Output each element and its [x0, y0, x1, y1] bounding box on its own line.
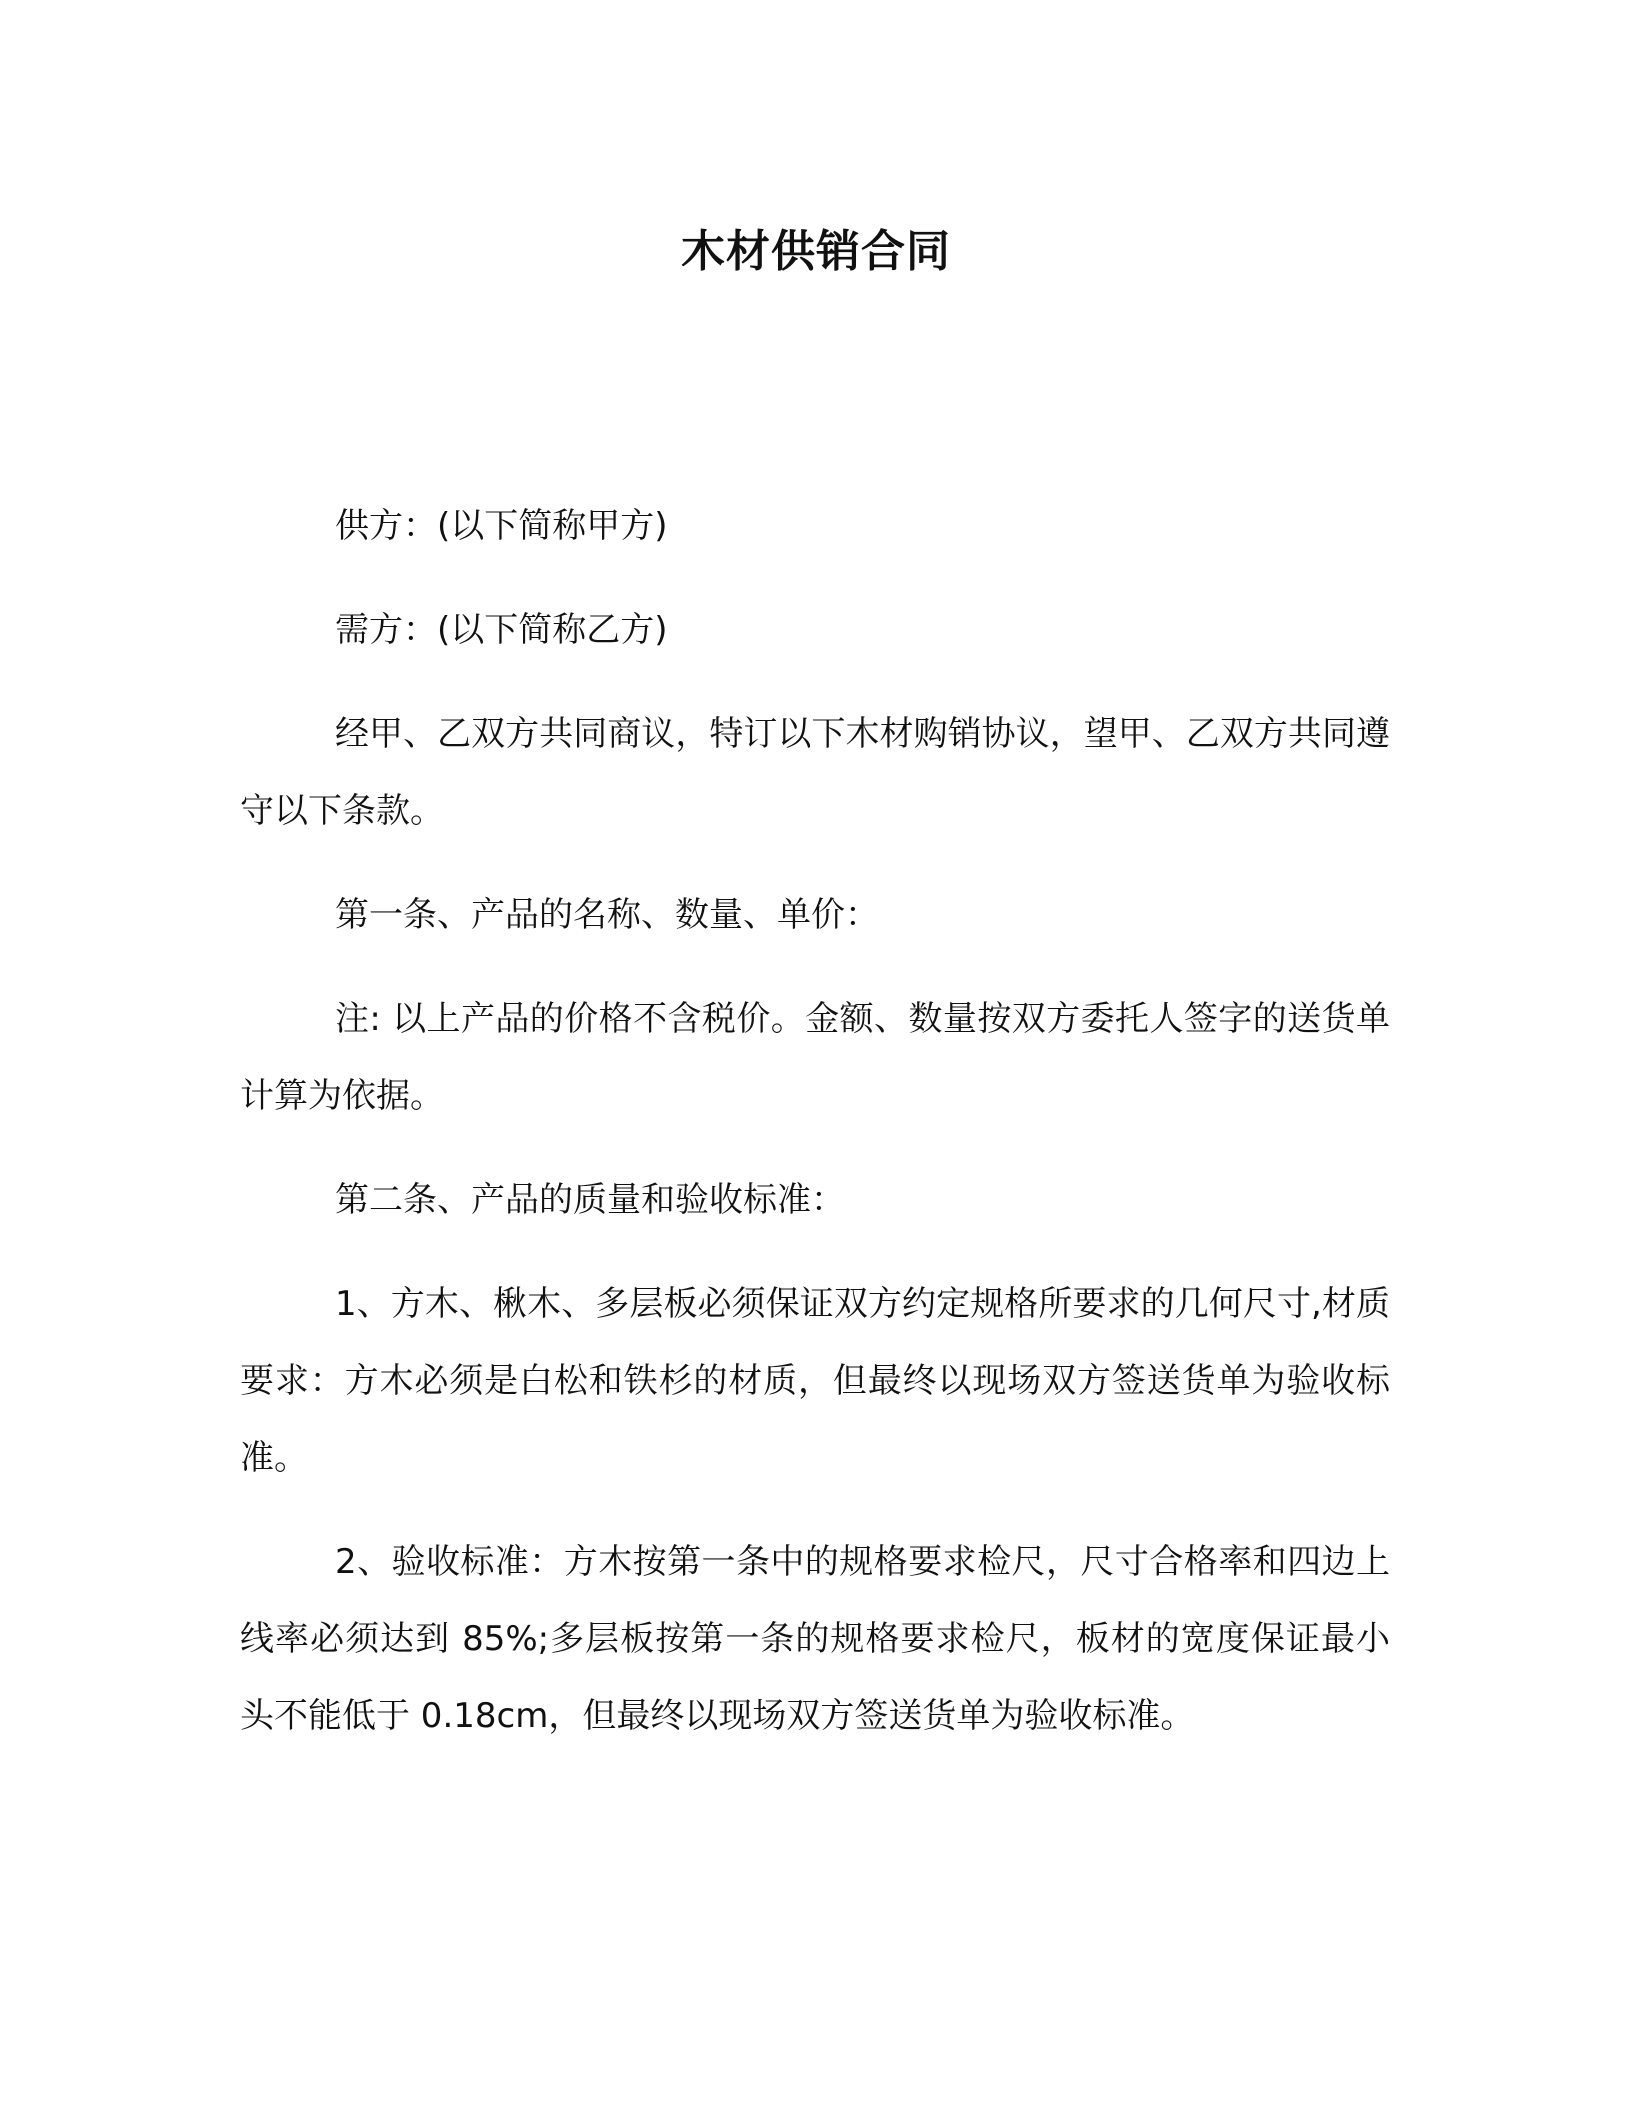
supplier-line: 供方：(以下简称甲方)	[335, 506, 668, 546]
document-body	[240, 488, 1390, 1782]
clause-2-1-paragraph: 1、方木、楸木、多层板必须保证双方约定规格所要求的几何尺寸,材质要求：方木必须是白松和铁杉的材质，但最终以现场双方签送货单为验收标准。	[240, 1284, 1390, 1478]
buyer-line: 需方：(以下简称乙方)	[335, 610, 668, 650]
clause-2-2-paragraph: 2、验收标准：方木按第一条中的规格要求检尺，尺寸合格率和四边上线率必须达到 85%;多层板按第一条的规格要求检尺，板材的宽度保证最小头不能低于 0.18cm，但最终以现场双方签送货单为验收标准。	[240, 1542, 1390, 1736]
document-title: 木材供销合同	[681, 226, 951, 277]
article-1-heading: 第一条、产品的名称、数量、单价：	[335, 895, 879, 935]
preamble-paragraph: 经甲、乙双方共同商议，特订以下木材购销协议，望甲、乙双方共同遵守以下条款。	[240, 714, 1390, 831]
article-2-heading: 第二条、产品的质量和验收标准：	[335, 1180, 845, 1220]
price-note-paragraph: 注: 以上产品的价格不含税价。金额、数量按双方委托人签字的送货单计算为依据。	[240, 999, 1390, 1116]
